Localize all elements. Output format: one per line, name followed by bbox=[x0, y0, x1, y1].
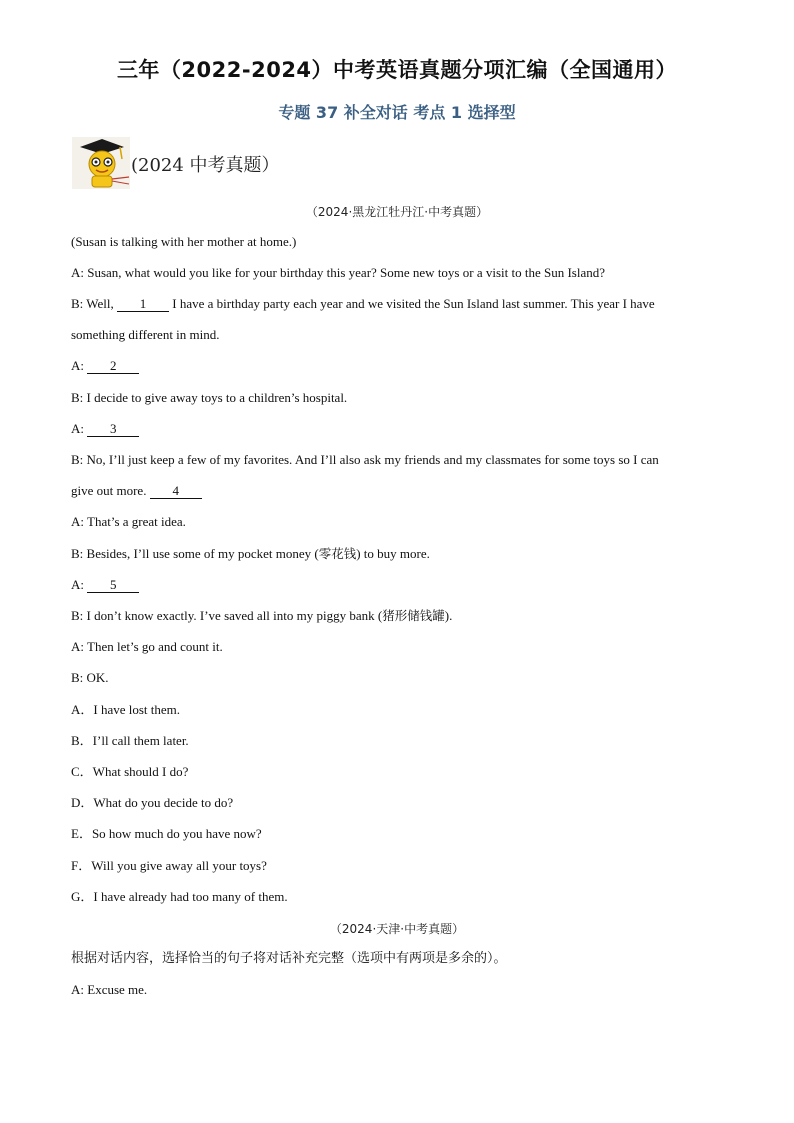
dialogue-text: B: Besides, I’ll use some of my pocket money ( bbox=[71, 546, 319, 561]
dialogue-line: B: OK. bbox=[71, 670, 109, 685]
question-source: （2024·天津·中考真题） bbox=[329, 922, 465, 936]
dialogue-line bbox=[71, 576, 139, 594]
dialogue-text: A: bbox=[71, 577, 88, 592]
dialogue-line: something different in mind. bbox=[71, 327, 220, 342]
dialogue-text: A: bbox=[71, 358, 88, 373]
answer-blank-1[interactable]: 1 bbox=[117, 297, 169, 312]
dialogue-line: A: Susan, what would you like for your birthday this year? Some new toys or a visit to the Sun Island? bbox=[71, 265, 606, 280]
dialogue-line bbox=[71, 295, 655, 313]
option-a[interactable]: A．I have lost them. bbox=[71, 702, 181, 717]
dialogue-line: A: Excuse me. bbox=[71, 982, 148, 997]
dialogue-line bbox=[71, 482, 202, 500]
answer-blank-5[interactable]: 5 bbox=[87, 578, 139, 593]
question-instruction: 根据对话内容，选择恰当的句子将对话补充完整（选项中有两项是多余的）。 bbox=[71, 951, 507, 966]
option-d[interactable]: D．What do you decide to do? bbox=[71, 795, 234, 810]
option-e[interactable]: E．So how much do you have now? bbox=[71, 826, 262, 841]
dialogue-line bbox=[71, 357, 139, 375]
dialogue-line: A: Then let’s go and count it. bbox=[71, 639, 223, 654]
option-f[interactable]: F．Will you give away all your toys? bbox=[71, 858, 267, 873]
dialogue-text: A: bbox=[71, 421, 88, 436]
dialogue-text: I have a birthday party each year and we visited the Sun Island last summer. This year I have bbox=[169, 296, 655, 311]
question-source: （2024·黑龙江牡丹江·中考真题） bbox=[305, 205, 489, 219]
dialogue-text: B: Well, bbox=[71, 296, 118, 311]
section-heading: (2024 中考真题） bbox=[131, 155, 280, 176]
option-g[interactable]: G．I have already had too many of them. bbox=[71, 889, 288, 904]
dialogue-line bbox=[71, 607, 452, 625]
dialogue-text: ) to buy more. bbox=[356, 546, 430, 561]
dialogue-line bbox=[71, 545, 430, 563]
answer-blank-2[interactable]: 2 bbox=[87, 359, 139, 374]
scholar-mascot-icon bbox=[72, 137, 130, 189]
dialogue-line: B: No, I’ll just keep a few of my favorites. And I’ll also ask my friends and my classmates for some toys so I can bbox=[71, 452, 659, 467]
dialogue-line bbox=[71, 420, 139, 438]
dialogue-line: A: That’s a great idea. bbox=[71, 514, 186, 529]
dialogue-line: B: I decide to give away toys to a children’s hospital. bbox=[71, 390, 348, 405]
option-c[interactable]: C．What should I do? bbox=[71, 764, 189, 779]
dialogue-text: ). bbox=[444, 608, 453, 623]
answer-blank-4[interactable]: 4 bbox=[150, 484, 202, 499]
dialogue-text: give out more. bbox=[71, 483, 150, 498]
dialogue-intro: (Susan is talking with her mother at home.) bbox=[71, 234, 297, 249]
answer-blank-3[interactable]: 3 bbox=[87, 422, 139, 437]
chinese-gloss: 猪形储钱罐 bbox=[382, 608, 445, 623]
dialogue-text: B: I don’t know exactly. I’ve saved all into my piggy bank ( bbox=[71, 608, 383, 623]
chinese-gloss: 零花钱 bbox=[318, 546, 357, 561]
page-title: 三年（2022-2024）中考英语真题分项汇编（全国通用） bbox=[116, 58, 678, 82]
page-subtitle: 专题 37 补全对话 考点 1 选择型 bbox=[278, 103, 516, 122]
option-b[interactable]: B．I’ll call them later. bbox=[71, 733, 189, 748]
